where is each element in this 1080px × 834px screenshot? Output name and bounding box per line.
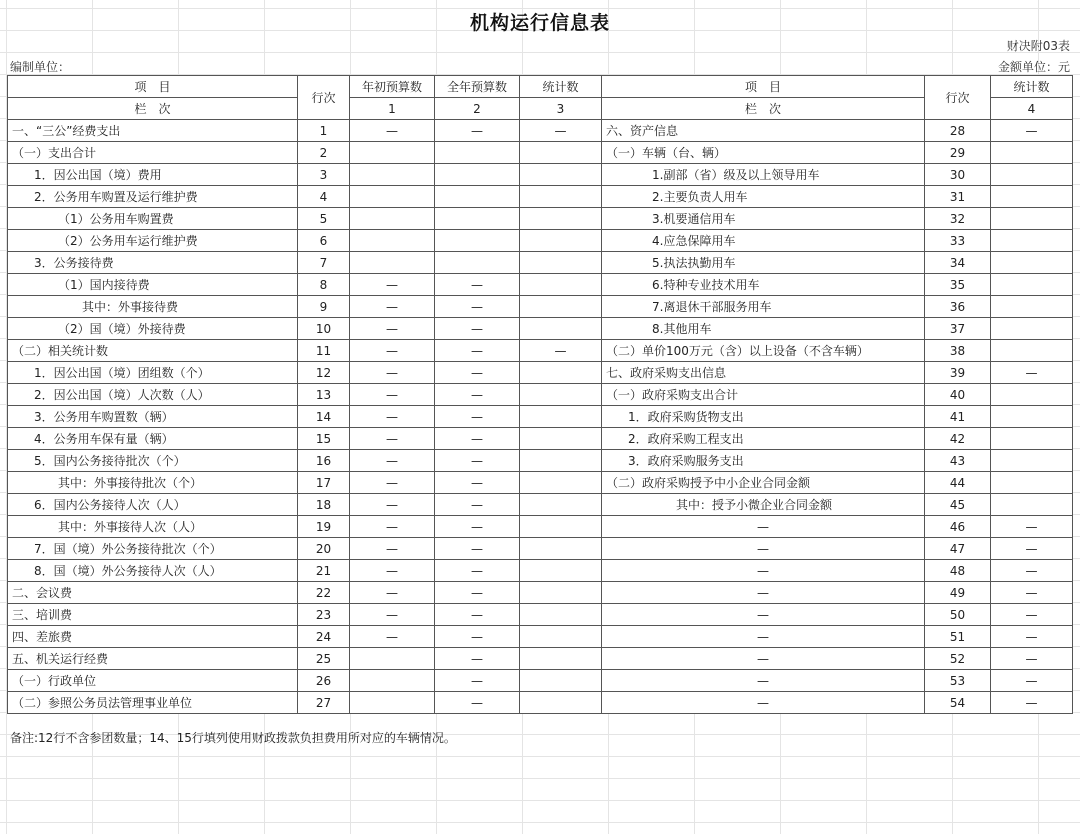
right-item-cell: 3．政府采购服务支出 <box>602 450 925 472</box>
initial-budget-cell: — <box>350 296 435 318</box>
row-item-cell: （1）公务用车购置费 <box>8 208 298 230</box>
statistic-cell <box>520 670 602 692</box>
initial-budget-cell: — <box>350 560 435 582</box>
statistic-cell <box>520 384 602 406</box>
right-row-number-cell: 48 <box>925 560 991 582</box>
initial-budget-cell <box>350 164 435 186</box>
right-statistic-cell <box>991 142 1073 164</box>
right-item-cell: 1．政府采购货物支出 <box>602 406 925 428</box>
annual-budget-cell: — <box>435 670 520 692</box>
right-row-number-cell: 32 <box>925 208 991 230</box>
row-number-cell: 17 <box>298 472 350 494</box>
initial-budget-cell <box>350 230 435 252</box>
row-item-cell: 其中：外事接待批次（个） <box>8 472 298 494</box>
annual-budget-cell: — <box>435 626 520 648</box>
right-row-number-cell: 35 <box>925 274 991 296</box>
right-row-number-cell: 50 <box>925 604 991 626</box>
right-item-cell: 2.主要负责人用车 <box>602 186 925 208</box>
row-item-cell: 2．公务用车购置及运行维护费 <box>8 186 298 208</box>
row-number-cell: 8 <box>298 274 350 296</box>
right-row-number-cell: 51 <box>925 626 991 648</box>
right-statistic-cell: — <box>991 604 1073 626</box>
table-row <box>8 164 1073 186</box>
annual-budget-cell <box>435 208 520 230</box>
statistic-cell <box>520 318 602 340</box>
table-row <box>8 406 1073 428</box>
table-row <box>8 516 1073 538</box>
right-statistic-cell <box>991 164 1073 186</box>
table-row <box>8 538 1073 560</box>
row-number-cell: 3 <box>298 164 350 186</box>
row-number-cell: 6 <box>298 230 350 252</box>
right-statistic-cell: — <box>991 670 1073 692</box>
table-row <box>8 318 1073 340</box>
header-col3-no: 3 <box>520 98 602 120</box>
initial-budget-cell: — <box>350 406 435 428</box>
header-right-col-label: 栏 次 <box>602 98 925 120</box>
row-item-cell: 4．公务用车保有量（辆） <box>8 428 298 450</box>
annual-budget-cell: — <box>435 450 520 472</box>
right-row-number-cell: 28 <box>925 120 991 142</box>
row-item-cell: 8．国（境）外公务接待人次（人） <box>8 560 298 582</box>
row-item-cell: 其中：外事接待费 <box>8 296 298 318</box>
table-row <box>8 626 1073 648</box>
statistic-cell <box>520 274 602 296</box>
row-item-cell: 6．国内公务接待人次（人） <box>8 494 298 516</box>
statistic-cell <box>520 450 602 472</box>
annual-budget-cell: — <box>435 692 520 714</box>
initial-budget-cell: — <box>350 472 435 494</box>
row-number-cell: 24 <box>298 626 350 648</box>
statistic-cell <box>520 406 602 428</box>
header-col3: 统计数 <box>520 76 602 98</box>
statistic-cell <box>520 494 602 516</box>
table-row <box>8 186 1073 208</box>
initial-budget-cell: — <box>350 274 435 296</box>
table-row <box>8 648 1073 670</box>
right-statistic-cell <box>991 296 1073 318</box>
right-statistic-cell: — <box>991 692 1073 714</box>
row-number-cell: 26 <box>298 670 350 692</box>
annual-budget-cell: — <box>435 428 520 450</box>
right-item-cell: 8.其他用车 <box>602 318 925 340</box>
right-row-number-cell: 46 <box>925 516 991 538</box>
remark-note: 备注:12行不含参团数量；14、15行填列使用财政拨款负担费用所对应的车辆情况。 <box>10 731 456 745</box>
right-statistic-cell <box>991 472 1073 494</box>
header-row-1 <box>8 76 1073 98</box>
right-statistic-cell <box>991 274 1073 296</box>
annual-budget-cell <box>435 252 520 274</box>
annual-budget-cell: — <box>435 494 520 516</box>
right-item-cell: — <box>602 648 925 670</box>
statistic-cell <box>520 626 602 648</box>
right-row-number-cell: 37 <box>925 318 991 340</box>
row-item-cell: 其中：外事接待人次（人） <box>8 516 298 538</box>
annual-budget-cell: — <box>435 516 520 538</box>
right-row-number-cell: 40 <box>925 384 991 406</box>
right-item-cell: 4.应急保障用车 <box>602 230 925 252</box>
row-number-cell: 10 <box>298 318 350 340</box>
right-row-number-cell: 54 <box>925 692 991 714</box>
right-statistic-cell <box>991 186 1073 208</box>
initial-budget-cell: — <box>350 318 435 340</box>
statistic-cell: — <box>520 120 602 142</box>
statistic-cell <box>520 560 602 582</box>
right-item-cell: — <box>602 626 925 648</box>
header-col2: 全年预算数 <box>435 76 520 98</box>
right-statistic-cell: — <box>991 362 1073 384</box>
right-row-number-cell: 31 <box>925 186 991 208</box>
right-statistic-cell: — <box>991 516 1073 538</box>
row-item-cell: 一、“三公”经费支出 <box>8 120 298 142</box>
preparing-unit-label: 编制单位： <box>10 60 71 74</box>
annual-budget-cell: — <box>435 120 520 142</box>
row-number-cell: 12 <box>298 362 350 384</box>
table-row <box>8 560 1073 582</box>
initial-budget-cell <box>350 252 435 274</box>
row-number-cell: 23 <box>298 604 350 626</box>
row-item-cell: 1．因公出国（境）费用 <box>8 164 298 186</box>
annual-budget-cell <box>435 164 520 186</box>
initial-budget-cell: — <box>350 340 435 362</box>
right-row-number-cell: 30 <box>925 164 991 186</box>
statistic-cell <box>520 648 602 670</box>
initial-budget-cell <box>350 208 435 230</box>
right-item-cell: 七、政府采购支出信息 <box>602 362 925 384</box>
table-row <box>8 142 1073 164</box>
initial-budget-cell <box>350 142 435 164</box>
row-number-cell: 27 <box>298 692 350 714</box>
right-row-number-cell: 53 <box>925 670 991 692</box>
right-item-cell: 六、资产信息 <box>602 120 925 142</box>
annual-budget-cell <box>435 186 520 208</box>
header-col1-no: 1 <box>350 98 435 120</box>
table-row <box>8 670 1073 692</box>
statistic-cell <box>520 296 602 318</box>
statistic-cell <box>520 142 602 164</box>
row-item-cell: （一）行政单位 <box>8 670 298 692</box>
row-number-cell: 16 <box>298 450 350 472</box>
right-statistic-cell <box>991 494 1073 516</box>
row-number-cell: 21 <box>298 560 350 582</box>
row-item-cell: 四、差旅费 <box>8 626 298 648</box>
row-number-cell: 22 <box>298 582 350 604</box>
table-row <box>8 604 1073 626</box>
right-item-cell: 5.执法执勤用车 <box>602 252 925 274</box>
right-statistic-cell <box>991 384 1073 406</box>
initial-budget-cell: — <box>350 626 435 648</box>
right-item-cell: 3.机要通信用车 <box>602 208 925 230</box>
header-col4: 统计数 <box>991 76 1073 98</box>
statistic-cell <box>520 538 602 560</box>
row-number-cell: 2 <box>298 142 350 164</box>
annual-budget-cell: — <box>435 274 520 296</box>
right-row-number-cell: 45 <box>925 494 991 516</box>
row-number-cell: 20 <box>298 538 350 560</box>
table-row <box>8 472 1073 494</box>
statistic-cell: — <box>520 340 602 362</box>
right-statistic-cell <box>991 450 1073 472</box>
row-item-cell: （一）支出合计 <box>8 142 298 164</box>
table-row <box>8 450 1073 472</box>
annual-budget-cell <box>435 142 520 164</box>
table-row <box>8 384 1073 406</box>
right-item-cell: （一）政府采购支出合计 <box>602 384 925 406</box>
statistic-cell <box>520 230 602 252</box>
right-statistic-cell <box>991 208 1073 230</box>
table-row <box>8 362 1073 384</box>
right-item-cell: （一）车辆（台、辆） <box>602 142 925 164</box>
annual-budget-cell: — <box>435 560 520 582</box>
statistic-cell <box>520 252 602 274</box>
statistic-cell <box>520 164 602 186</box>
right-statistic-cell: — <box>991 560 1073 582</box>
right-item-cell: 其中：授予小微企业合同金额 <box>602 494 925 516</box>
initial-budget-cell: — <box>350 120 435 142</box>
table-row <box>8 296 1073 318</box>
statistic-cell <box>520 516 602 538</box>
table-row <box>8 494 1073 516</box>
initial-budget-cell: — <box>350 362 435 384</box>
row-number-cell: 13 <box>298 384 350 406</box>
statistic-cell <box>520 362 602 384</box>
statistic-cell <box>520 692 602 714</box>
row-item-cell: 二、会议费 <box>8 582 298 604</box>
header-col2-no: 2 <box>435 98 520 120</box>
header-col-label: 栏 次 <box>8 98 298 120</box>
right-item-cell: — <box>602 582 925 604</box>
right-statistic-cell: — <box>991 582 1073 604</box>
right-statistic-cell: — <box>991 120 1073 142</box>
form-number: 财决附03表 <box>1006 39 1070 53</box>
right-row-number-cell: 52 <box>925 648 991 670</box>
table-row <box>8 692 1073 714</box>
right-item-cell: — <box>602 670 925 692</box>
initial-budget-cell <box>350 670 435 692</box>
row-item-cell: （1）国内接待费 <box>8 274 298 296</box>
initial-budget-cell: — <box>350 516 435 538</box>
right-item-cell: — <box>602 516 925 538</box>
right-statistic-cell <box>991 406 1073 428</box>
right-statistic-cell <box>991 428 1073 450</box>
right-item-cell: 1.副部（省）级及以上领导用车 <box>602 164 925 186</box>
statistic-cell <box>520 208 602 230</box>
row-number-cell: 5 <box>298 208 350 230</box>
right-row-number-cell: 29 <box>925 142 991 164</box>
info-table <box>7 75 1073 714</box>
row-item-cell: 7．国（境）外公务接待批次（个） <box>8 538 298 560</box>
row-item-cell: （二）参照公务员法管理事业单位 <box>8 692 298 714</box>
table-row <box>8 230 1073 252</box>
statistic-cell <box>520 428 602 450</box>
right-statistic-cell: — <box>991 626 1073 648</box>
initial-budget-cell <box>350 692 435 714</box>
right-row-number-cell: 42 <box>925 428 991 450</box>
row-item-cell: 3．公务用车购置数（辆） <box>8 406 298 428</box>
annual-budget-cell: — <box>435 296 520 318</box>
right-row-number-cell: 33 <box>925 230 991 252</box>
header-row-2 <box>8 98 1073 120</box>
right-row-number-cell: 44 <box>925 472 991 494</box>
row-number-cell: 7 <box>298 252 350 274</box>
header-right-item: 项 目 <box>602 76 925 98</box>
initial-budget-cell: — <box>350 538 435 560</box>
initial-budget-cell: — <box>350 582 435 604</box>
row-item-cell: （2）公务用车运行维护费 <box>8 230 298 252</box>
annual-budget-cell <box>435 230 520 252</box>
right-item-cell: （二）单价100万元（含）以上设备（不含车辆） <box>602 340 925 362</box>
table-row <box>8 340 1073 362</box>
right-row-number-cell: 39 <box>925 362 991 384</box>
header-col4-no: 4 <box>991 98 1073 120</box>
row-number-cell: 18 <box>298 494 350 516</box>
statistic-cell <box>520 582 602 604</box>
statistic-cell <box>520 186 602 208</box>
right-row-number-cell: 36 <box>925 296 991 318</box>
row-number-cell: 14 <box>298 406 350 428</box>
header-right-row-no: 行次 <box>925 76 991 120</box>
initial-budget-cell <box>350 186 435 208</box>
annual-budget-cell: — <box>435 362 520 384</box>
annual-budget-cell: — <box>435 406 520 428</box>
right-statistic-cell <box>991 252 1073 274</box>
header-item: 项 目 <box>8 76 298 98</box>
amount-unit-label: 金额单位：元 <box>997 60 1070 74</box>
row-item-cell: 2．因公出国（境）人次数（人） <box>8 384 298 406</box>
row-number-cell: 1 <box>298 120 350 142</box>
right-row-number-cell: 38 <box>925 340 991 362</box>
initial-budget-cell: — <box>350 428 435 450</box>
right-item-cell: — <box>602 692 925 714</box>
row-number-cell: 25 <box>298 648 350 670</box>
right-row-number-cell: 34 <box>925 252 991 274</box>
table-row <box>8 274 1073 296</box>
initial-budget-cell: — <box>350 494 435 516</box>
annual-budget-cell: — <box>435 604 520 626</box>
right-row-number-cell: 41 <box>925 406 991 428</box>
row-number-cell: 11 <box>298 340 350 362</box>
row-item-cell: 三、培训费 <box>8 604 298 626</box>
right-row-number-cell: 49 <box>925 582 991 604</box>
right-item-cell: — <box>602 560 925 582</box>
annual-budget-cell: — <box>435 582 520 604</box>
initial-budget-cell: — <box>350 450 435 472</box>
table-row <box>8 208 1073 230</box>
table-row <box>8 120 1073 142</box>
row-item-cell: 5．国内公务接待批次（个） <box>8 450 298 472</box>
row-item-cell: 3．公务接待费 <box>8 252 298 274</box>
row-number-cell: 9 <box>298 296 350 318</box>
right-statistic-cell: — <box>991 538 1073 560</box>
row-item-cell: 1．因公出国（境）团组数（个） <box>8 362 298 384</box>
initial-budget-cell <box>350 648 435 670</box>
right-item-cell: 7.离退休干部服务用车 <box>602 296 925 318</box>
annual-budget-cell: — <box>435 340 520 362</box>
initial-budget-cell: — <box>350 604 435 626</box>
right-row-number-cell: 47 <box>925 538 991 560</box>
header-col1: 年初预算数 <box>350 76 435 98</box>
table-row <box>8 582 1073 604</box>
right-statistic-cell: — <box>991 648 1073 670</box>
right-row-number-cell: 43 <box>925 450 991 472</box>
annual-budget-cell: — <box>435 318 520 340</box>
right-item-cell: 6.特种专业技术用车 <box>602 274 925 296</box>
right-statistic-cell <box>991 230 1073 252</box>
annual-budget-cell: — <box>435 538 520 560</box>
statistic-cell <box>520 604 602 626</box>
right-statistic-cell <box>991 318 1073 340</box>
table-row <box>8 252 1073 274</box>
row-number-cell: 15 <box>298 428 350 450</box>
page-title: 机构运行信息表 <box>469 12 610 34</box>
initial-budget-cell: — <box>350 384 435 406</box>
row-number-cell: 19 <box>298 516 350 538</box>
table-row <box>8 428 1073 450</box>
statistic-cell <box>520 472 602 494</box>
right-item-cell: （二）政府采购授予中小企业合同金额 <box>602 472 925 494</box>
annual-budget-cell: — <box>435 648 520 670</box>
annual-budget-cell: — <box>435 384 520 406</box>
row-item-cell: （2）国（境）外接待费 <box>8 318 298 340</box>
right-statistic-cell <box>991 340 1073 362</box>
annual-budget-cell: — <box>435 472 520 494</box>
right-item-cell: 2．政府采购工程支出 <box>602 428 925 450</box>
right-item-cell: — <box>602 538 925 560</box>
header-row-no: 行次 <box>298 76 350 120</box>
row-item-cell: 五、机关运行经费 <box>8 648 298 670</box>
right-item-cell: — <box>602 604 925 626</box>
row-number-cell: 4 <box>298 186 350 208</box>
row-item-cell: （二）相关统计数 <box>8 340 298 362</box>
